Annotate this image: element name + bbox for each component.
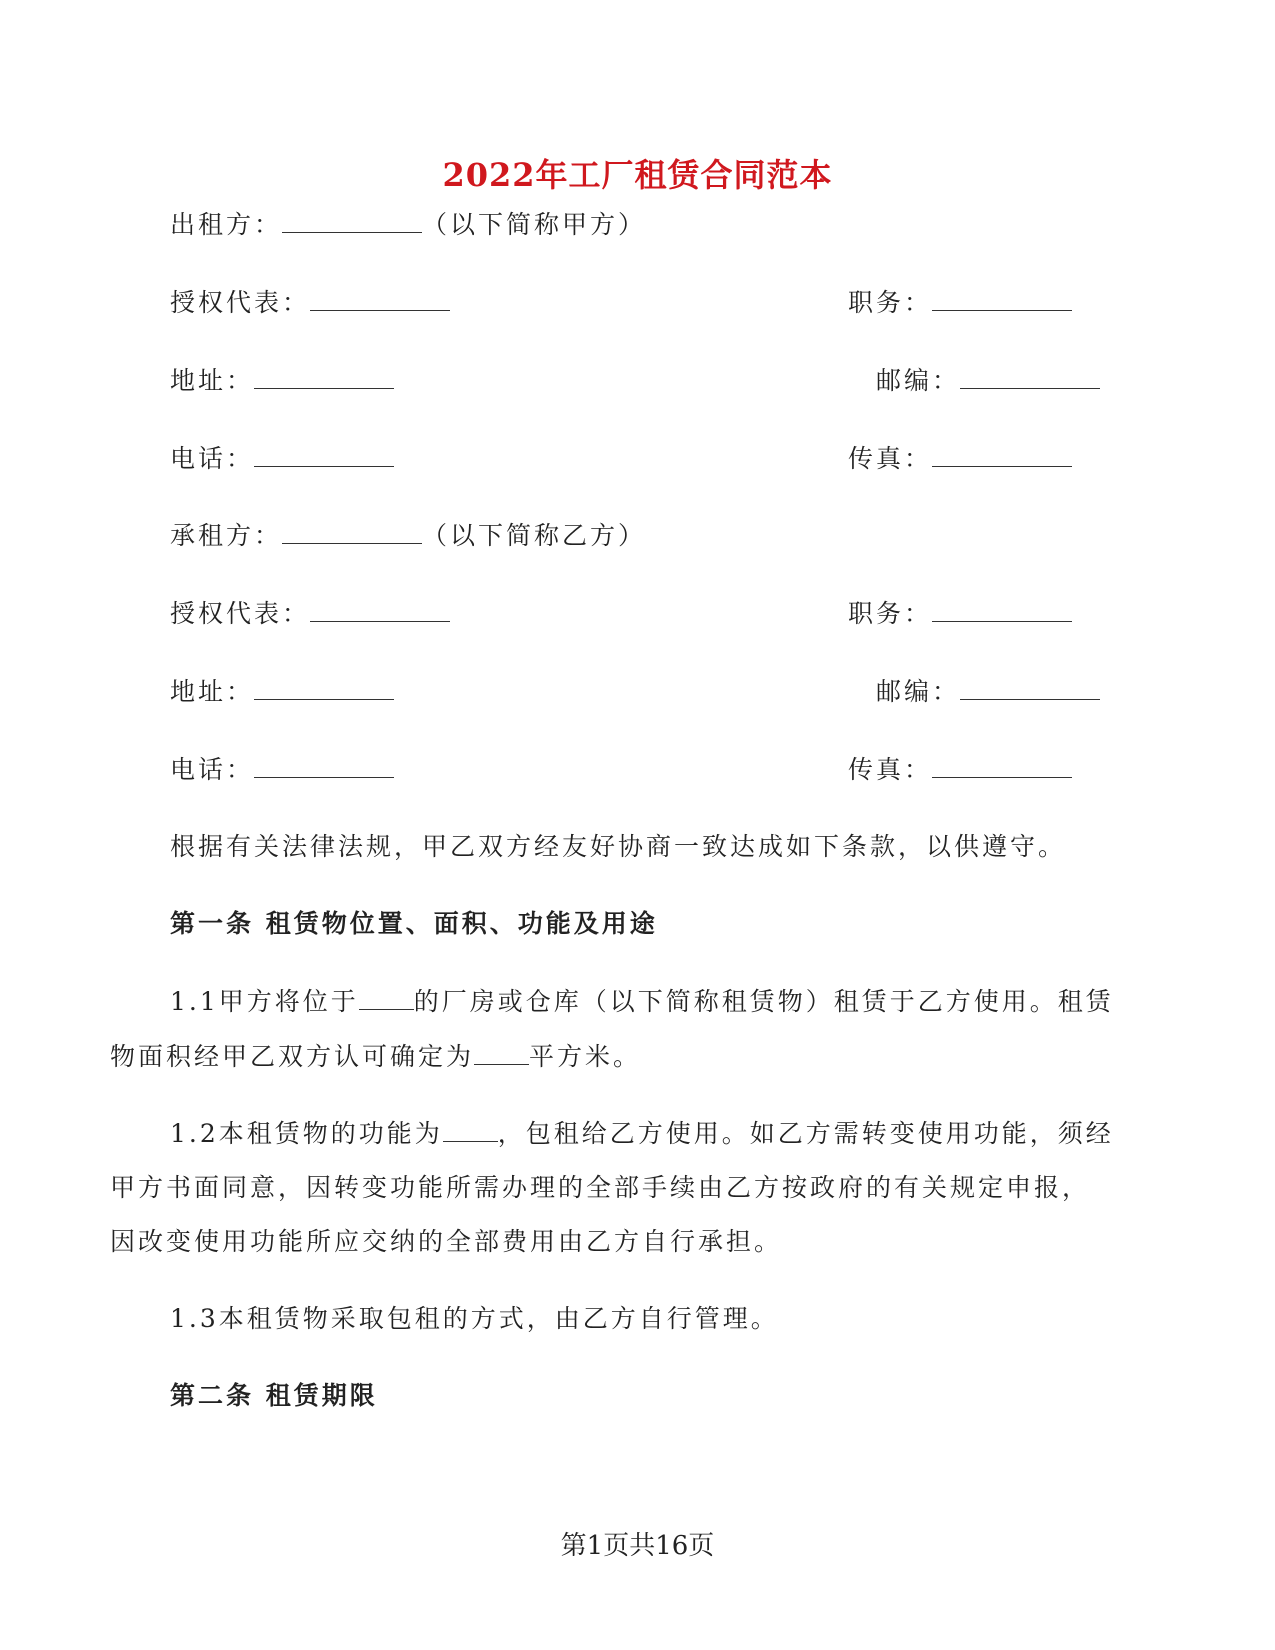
postcode-label: 邮编： (876, 677, 961, 706)
rep-blank (310, 286, 450, 311)
lessee-label: 承租方： (170, 521, 283, 550)
phone-blank (254, 753, 394, 778)
party-a-address-line (170, 364, 394, 398)
party-b-address-line (170, 675, 394, 709)
address-label: 地址： (170, 677, 255, 706)
position-blank (932, 286, 1072, 311)
rep-blank (310, 597, 450, 622)
lessee-blank (282, 519, 422, 544)
postcode-blank (960, 364, 1100, 389)
document-title: 2022年工厂租赁合同范本 (442, 156, 833, 194)
party-b-postcode-line (876, 675, 1100, 709)
position-label: 职务： (848, 288, 933, 317)
position-blank (932, 597, 1072, 622)
area-blank (474, 1040, 529, 1065)
clause-1-1-line-1 (170, 985, 1114, 1019)
rep-label: 授权代表： (170, 288, 311, 317)
address-label: 地址： (170, 366, 255, 395)
phone-label: 电话： (170, 444, 255, 473)
party-a-fax-line (848, 442, 1072, 476)
rep-label: 授权代表： (170, 599, 311, 628)
party-b-phone-line (170, 753, 394, 787)
fax-label: 传真： (848, 755, 933, 784)
address-blank (254, 364, 394, 389)
clause-1-1-line-2 (110, 1040, 641, 1074)
lessor-suffix: （以下简称甲方） (422, 210, 647, 239)
clause-text: 1.1甲方将位于 (170, 987, 359, 1016)
clause-1-3: 1.3本租赁物采取包租的方式，由乙方自行管理。 (170, 1304, 779, 1333)
lessor-line (170, 208, 646, 242)
party-b-position-line (848, 597, 1072, 631)
fax-blank (932, 442, 1072, 467)
party-b-fax-line (848, 753, 1072, 787)
position-label: 职务： (848, 599, 933, 628)
lessee-suffix: （以下简称乙方） (422, 521, 647, 550)
party-a-position-line (848, 286, 1072, 320)
fax-label: 传真： (848, 444, 933, 473)
clause-text: 平方米。 (529, 1042, 642, 1071)
clause-text: 1.2本租赁物的功能为 (170, 1119, 443, 1148)
fax-blank (932, 753, 1072, 778)
lessor-label: 出租方： (170, 210, 283, 239)
party-a-rep-line (170, 286, 450, 320)
phone-blank (254, 442, 394, 467)
party-a-postcode-line (876, 364, 1100, 398)
function-blank (443, 1117, 498, 1142)
lessee-line (170, 519, 646, 553)
location-blank (359, 985, 414, 1010)
clause-text: 物面积经甲乙双方认可确定为 (110, 1042, 475, 1071)
article-2-heading: 第二条 租赁期限 (170, 1381, 378, 1410)
phone-label: 电话： (170, 755, 255, 784)
clause-1-2-line-2: 甲方书面同意，因转变功能所需办理的全部手续由乙方按政府的有关规定申报， (110, 1173, 1091, 1202)
clause-text: ，包租给乙方使用。如乙方需转变使用功能，须经 (497, 1119, 1114, 1148)
party-a-phone-line (170, 442, 394, 476)
party-b-rep-line (170, 597, 450, 631)
clause-1-2-line-3: 因改变使用功能所应交纳的全部费用由乙方自行承担。 (110, 1227, 783, 1256)
clause-1-2-line-1 (170, 1117, 1114, 1151)
address-blank (254, 675, 394, 700)
clause-text: 的厂房或仓库（以下简称租赁物）租赁于乙方使用。租赁 (413, 987, 1114, 1016)
page-number-footer: 第1页共16页 (560, 1531, 715, 1561)
lessor-blank (282, 208, 422, 233)
article-1-heading: 第一条 租赁物位置、面积、功能及用途 (170, 909, 658, 938)
postcode-label: 邮编： (876, 366, 961, 395)
postcode-blank (960, 675, 1100, 700)
intro-paragraph: 根据有关法律法规，甲乙双方经友好协商一致达成如下条款，以供遵守。 (170, 832, 1067, 861)
